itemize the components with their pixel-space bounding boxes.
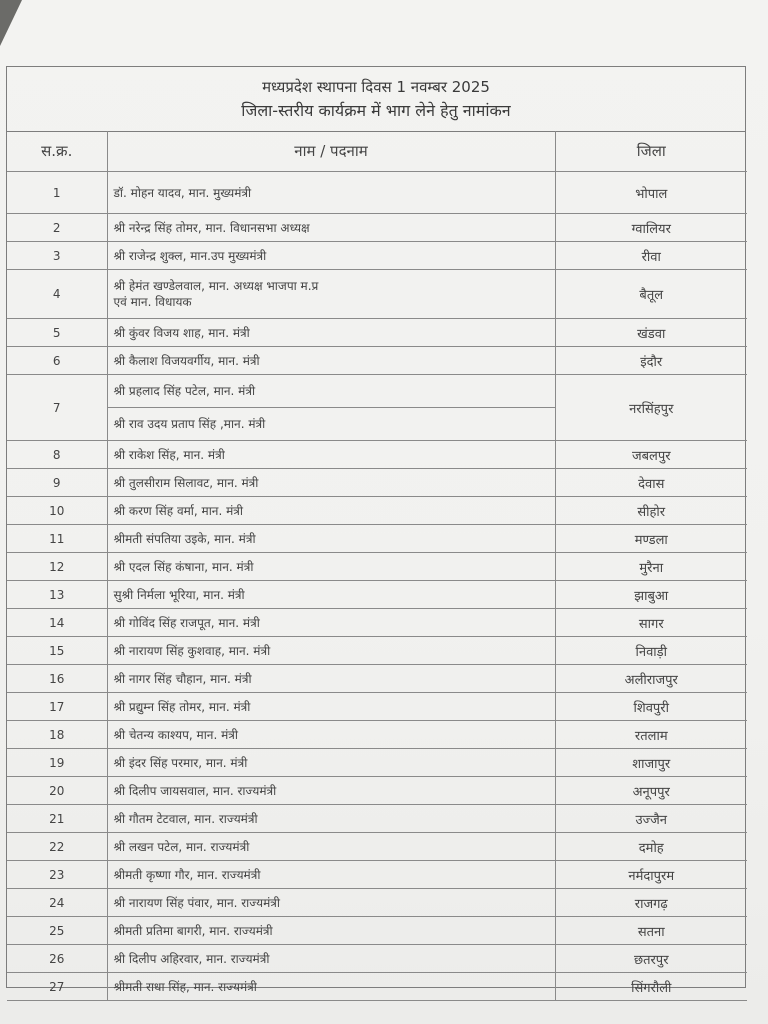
- table-row: [7, 553, 747, 581]
- district-cell: रीवा: [555, 242, 747, 270]
- name-line: सुश्री निर्मला भूरिया, मान. मंत्री: [113, 587, 245, 602]
- serial-cell: 16: [7, 665, 107, 693]
- serial-cell: 21: [7, 805, 107, 833]
- name-line: श्री राकेश सिंह, मान. मंत्री: [113, 447, 225, 462]
- serial-cell: 23: [7, 861, 107, 889]
- serial-cell: 6: [7, 347, 107, 375]
- serial-cell: 26: [7, 945, 107, 973]
- district-cell: भोपाल: [555, 172, 747, 214]
- name-line: श्री प्रद्युम्न सिंह तोमर, मान. मंत्री: [113, 699, 251, 714]
- table-row: [7, 581, 747, 609]
- name-cell: [107, 553, 555, 581]
- name-cell: [107, 469, 555, 497]
- name-cell: [107, 721, 555, 749]
- serial-cell: 4: [7, 270, 107, 319]
- district-cell: सिंगरौली: [555, 973, 747, 1001]
- serial-cell: 17: [7, 693, 107, 721]
- district-cell: झाबुआ: [555, 581, 747, 609]
- table-row: [7, 497, 747, 525]
- serial-cell: 24: [7, 889, 107, 917]
- column-header-name: नाम / पदनाम: [107, 131, 555, 172]
- table-row: [7, 945, 747, 973]
- name-line: श्रीमती राधा सिंह, मान. राज्यमंत्री: [113, 979, 257, 994]
- name-cell: [107, 693, 555, 721]
- serial-cell: 7: [7, 375, 107, 441]
- table-row: [7, 469, 747, 497]
- serial-cell: 27: [7, 973, 107, 1001]
- serial-cell: 19: [7, 749, 107, 777]
- serial-cell: 22: [7, 833, 107, 861]
- name-cell: [107, 889, 555, 917]
- name-cell: [107, 172, 555, 214]
- name-cell: [107, 441, 555, 469]
- table-row: [7, 609, 747, 637]
- name-line: श्री दिलीप अहिरवार, मान. राज्यमंत्री: [113, 951, 270, 966]
- name-cell: [107, 347, 555, 375]
- table-row: [7, 270, 747, 319]
- table-row: [7, 777, 747, 805]
- serial-cell: 11: [7, 525, 107, 553]
- name-line: श्री कैलाश विजयवर्गीय, मान. मंत्री: [113, 353, 260, 368]
- table-row: [7, 525, 747, 553]
- name-cell: [107, 609, 555, 637]
- name-cell: [107, 319, 555, 347]
- district-cell: दमोह: [555, 833, 747, 861]
- serial-cell: 10: [7, 497, 107, 525]
- name-cell: [107, 973, 555, 1001]
- name-cell: [107, 665, 555, 693]
- serial-cell: 14: [7, 609, 107, 637]
- name-cell: श्री राव उदय प्रताप सिंह ,मान. मंत्री: [107, 408, 555, 441]
- table-row: [7, 242, 747, 270]
- photo-corner-shadow: [0, 0, 22, 46]
- district-cell: मण्डला: [555, 525, 747, 553]
- nomination-document: [6, 66, 746, 996]
- table-row: [7, 973, 747, 1001]
- serial-cell: 9: [7, 469, 107, 497]
- name-line: एवं मान. विधायक: [113, 295, 192, 309]
- district-cell: रतलाम: [555, 721, 747, 749]
- name-line: श्रीमती प्रतिमा बागरी, मान. राज्यमंत्री: [113, 923, 273, 938]
- name-cell: [107, 497, 555, 525]
- name-cell: [107, 917, 555, 945]
- table-row: [7, 375, 747, 408]
- name-line: श्रीमती कृष्णा गौर, मान. राज्यमंत्री: [113, 867, 261, 882]
- district-cell: छतरपुर: [555, 945, 747, 973]
- column-header-district: जिला: [555, 131, 747, 172]
- district-cell: शिवपुरी: [555, 693, 747, 721]
- serial-cell: 12: [7, 553, 107, 581]
- name-cell: [107, 945, 555, 973]
- table-row: [7, 805, 747, 833]
- district-cell: देवास: [555, 469, 747, 497]
- table-row: [7, 861, 747, 889]
- table-row: [7, 441, 747, 469]
- name-line: श्रीमती संपतिया उइके, मान. मंत्री: [113, 531, 256, 546]
- name-line: श्री नरेन्द्र सिंह तोमर, मान. विधानसभा अध्यक्ष: [113, 220, 310, 235]
- name-cell: [107, 525, 555, 553]
- serial-cell: 3: [7, 242, 107, 270]
- serial-cell: 15: [7, 637, 107, 665]
- name-line: श्री चेतन्य काश्यप, मान. मंत्री: [113, 727, 239, 742]
- table-row: [7, 749, 747, 777]
- district-cell: इंदौर: [555, 347, 747, 375]
- name-cell: [107, 581, 555, 609]
- table-row: [7, 889, 747, 917]
- name-line: श्री कुंवर विजय शाह, मान. मंत्री: [113, 325, 250, 340]
- serial-cell: 1: [7, 172, 107, 214]
- name-cell: [107, 637, 555, 665]
- district-cell: मुरैना: [555, 553, 747, 581]
- district-cell: राजगढ़: [555, 889, 747, 917]
- name-cell: [107, 242, 555, 270]
- district-cell: जबलपुर: [555, 441, 747, 469]
- table-row: [7, 665, 747, 693]
- serial-cell: 13: [7, 581, 107, 609]
- table-row: [7, 214, 747, 242]
- name-cell: [107, 805, 555, 833]
- district-cell: ग्वालियर: [555, 214, 747, 242]
- name-line: श्री इंदर सिंह परमार, मान. मंत्री: [113, 755, 248, 770]
- name-cell: [107, 833, 555, 861]
- table-row: [7, 319, 747, 347]
- title-line-1: मध्यप्रदेश स्थापना दिवस 1 नवम्बर 2025: [262, 78, 490, 96]
- name-line: श्री दिलीप जायसवाल, मान. राज्यमंत्री: [113, 783, 277, 798]
- table-row: [7, 721, 747, 749]
- name-cell: [107, 270, 555, 319]
- name-cell: [107, 214, 555, 242]
- district-cell: बैतूल: [555, 270, 747, 319]
- serial-cell: 18: [7, 721, 107, 749]
- district-cell: शाजापुर: [555, 749, 747, 777]
- table-header-row: [7, 131, 747, 172]
- serial-cell: 5: [7, 319, 107, 347]
- name-line: श्री राजेन्द्र शुक्ल, मान.उप मुख्यमंत्री: [113, 248, 267, 263]
- name-line: डॉ. मोहन यादव, मान. मुख्यमंत्री: [113, 185, 252, 200]
- name-line: श्री नागर सिंह चौहान, मान. मंत्री: [113, 671, 252, 686]
- district-cell: नर्मदापुरम: [555, 861, 747, 889]
- serial-cell: 2: [7, 214, 107, 242]
- district-cell: नरसिंहपुर: [555, 375, 747, 441]
- document-title: [7, 67, 745, 132]
- district-cell: निवाड़ी: [555, 637, 747, 665]
- table-row: [7, 693, 747, 721]
- name-line: श्री गोविंद सिंह राजपूत, मान. मंत्री: [113, 615, 260, 630]
- name-line: श्री करण सिंह वर्मा, मान. मंत्री: [113, 503, 244, 518]
- name-line: श्री हेमंत खण्डेलवाल, मान. अध्यक्ष भाजपा म.प्र: [113, 279, 319, 293]
- name-cell: [107, 861, 555, 889]
- serial-cell: 8: [7, 441, 107, 469]
- table-row: [7, 917, 747, 945]
- district-cell: सतना: [555, 917, 747, 945]
- nomination-table: [7, 131, 747, 1001]
- district-cell: अनूपपुर: [555, 777, 747, 805]
- district-cell: उज्जैन: [555, 805, 747, 833]
- name-cell: [107, 749, 555, 777]
- district-cell: सीहोर: [555, 497, 747, 525]
- column-header-serial: स.क्र.: [7, 131, 107, 172]
- name-cell: श्री प्रहलाद सिंह पटेल, मान. मंत्री: [107, 375, 555, 408]
- name-line: श्री तुलसीराम सिलावट, मान. मंत्री: [113, 475, 259, 490]
- name-cell: [107, 777, 555, 805]
- name-line: श्री नारायण सिंह पंवार, मान. राज्यमंत्री: [113, 895, 281, 910]
- district-cell: खंडवा: [555, 319, 747, 347]
- name-line: श्री गौतम टेटवाल, मान. राज्यमंत्री: [113, 811, 258, 826]
- table-row: [7, 172, 747, 214]
- serial-cell: 20: [7, 777, 107, 805]
- district-cell: अलीराजपुर: [555, 665, 747, 693]
- serial-cell: 25: [7, 917, 107, 945]
- name-line: श्री लखन पटेल, मान. राज्यमंत्री: [113, 839, 250, 854]
- name-line: श्री नारायण सिंह कुशवाह, मान. मंत्री: [113, 643, 271, 658]
- district-cell: सागर: [555, 609, 747, 637]
- title-line-2: जिला-स्तरीय कार्यक्रम में भाग लेने हेतु नामांकन: [241, 101, 511, 120]
- table-row: [7, 637, 747, 665]
- table-row: [7, 833, 747, 861]
- name-line: श्री एदल सिंह कंषाना, मान. मंत्री: [113, 559, 254, 574]
- table-row: [7, 347, 747, 375]
